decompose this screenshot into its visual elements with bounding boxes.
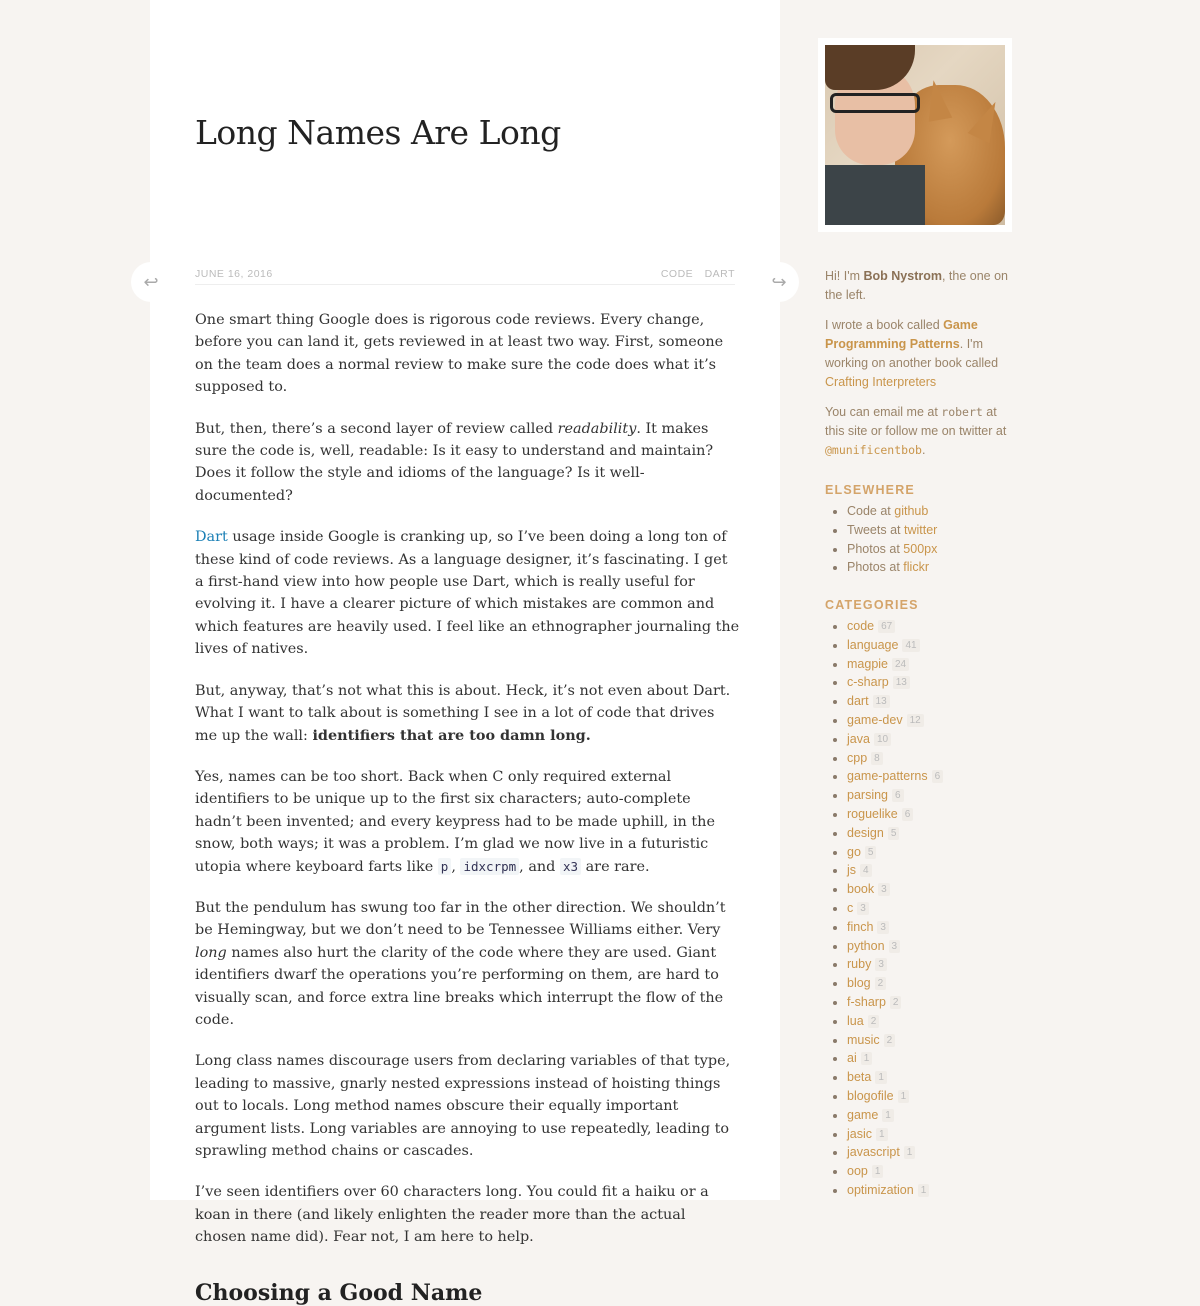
intro-line	[825, 316, 1015, 392]
category-item	[825, 993, 1015, 1012]
intro-text: You can email me at	[825, 405, 942, 419]
category-link[interactable]: java	[847, 731, 870, 746]
portrait-frame	[818, 38, 1012, 232]
paragraph	[195, 309, 740, 399]
category-count-badge: 6	[902, 808, 914, 821]
paragraph	[195, 526, 740, 660]
category-count-badge: 1	[898, 1090, 910, 1103]
return-arrow-left-icon: ↩	[143, 271, 159, 293]
shirt-shape	[825, 165, 925, 225]
paragraph-text: , and	[519, 858, 560, 875]
twitter-link[interactable]: twitter	[903, 522, 938, 537]
category-link[interactable]: game-dev	[847, 712, 903, 727]
category-link[interactable]: code	[847, 619, 875, 633]
500px-link[interactable]: 500px	[903, 541, 938, 556]
category-link[interactable]: optimization	[847, 1182, 914, 1197]
inline-code: x3	[560, 858, 581, 875]
paragraph-text: names also hurt the clarity of the code where they are used. Giant identifiers dwarf the operations you’re performing on them, are hard to visually scan, and force extra line breaks which interrupt the flow of the code.	[195, 944, 724, 1028]
category-count-badge: 3	[877, 921, 889, 934]
strong-text: identifiers that are too damn long.	[312, 726, 591, 744]
intro-line	[825, 403, 1015, 460]
item-prefix: Photos at	[847, 541, 904, 556]
inline-code: idxcrpm	[460, 858, 519, 875]
emphasis: long	[195, 944, 227, 961]
category-link[interactable]: c-sharp	[847, 675, 889, 690]
next-post-button[interactable]	[759, 262, 799, 302]
paragraph-text: But, then, there’s a second layer of review called	[195, 420, 558, 437]
author-portrait	[825, 45, 1005, 225]
paragraph-text: But the pendulum has swung too far in the other direction. We shouldn’t be Hemingway, but we don’t need to be Tennessee Williams either. Very	[195, 899, 726, 939]
categories-heading: CATEGORIES	[825, 598, 919, 612]
elsewhere-section	[825, 481, 1015, 577]
github-link[interactable]: github	[894, 504, 929, 518]
paragraph-text: Long class names discourage users from declaring variables of that type, leading to massive, gnarly nested expressions instead of hoisting things out to locals. Long method names obscure their equally important argument lists. Long variables are annoying to use repeatedly, leading to sprawling method chains or cascades.	[195, 1053, 731, 1159]
category-count-badge: 4	[860, 864, 872, 877]
post-body	[195, 309, 740, 1304]
category-count-badge: 2	[875, 977, 887, 990]
category-item	[825, 692, 1015, 711]
category-count-badge: 12	[907, 714, 924, 727]
email-code: robert	[941, 405, 983, 419]
category-link[interactable]: javascript	[847, 1145, 900, 1160]
intro-text: .	[921, 443, 926, 457]
category-link[interactable]: oop	[847, 1164, 868, 1179]
category-link[interactable]: parsing	[847, 788, 888, 803]
paragraph-text: One smart thing Google does is rigorous code reviews. Every change, before you can land it, gets reviewed in at least two way. First, someone on the team does a normal review to make sure the code does what it’s supposed to.	[195, 312, 724, 396]
categories-section	[825, 596, 1015, 1200]
intro-text: , the one on the left.	[825, 269, 1009, 302]
category-count-badge: 5	[888, 827, 900, 840]
category-link[interactable]: game	[847, 1107, 879, 1122]
tag-link[interactable]: CODE	[660, 268, 694, 280]
elsewhere-item	[825, 521, 1015, 540]
return-arrow-right-icon: ↪	[771, 271, 787, 293]
category-count-badge: 3	[857, 902, 869, 915]
category-item	[825, 918, 1015, 937]
category-count-badge: 67	[878, 620, 895, 633]
category-link[interactable]: ai	[847, 1051, 857, 1066]
item-prefix: Tweets at	[847, 522, 904, 537]
author-intro	[825, 267, 1015, 471]
category-item	[825, 767, 1015, 786]
item-prefix: Photos at	[847, 560, 904, 575]
category-item	[825, 880, 1015, 899]
category-item	[825, 1012, 1015, 1031]
category-count-badge: 41	[902, 639, 919, 652]
intro-text: . I'm working on another book called	[825, 337, 999, 370]
elsewhere-heading: ELSEWHERE	[825, 483, 915, 497]
category-link[interactable]: go	[847, 844, 861, 859]
intro-text: I wrote a book called	[825, 318, 944, 332]
link-text: Game Programming Patterns	[825, 318, 978, 351]
paragraph-text: . It makes sure the code is, well, readable: Is it easy to understand and maintain? Does it follow the style and idioms of the language? Is it well-documented?	[195, 420, 714, 504]
category-count-badge: 6	[932, 770, 944, 783]
category-item	[825, 655, 1015, 674]
post-meta	[195, 268, 735, 285]
category-item	[825, 1143, 1015, 1162]
category-count-badge: 10	[874, 733, 891, 746]
category-item	[825, 1106, 1015, 1125]
category-link[interactable]: design	[847, 825, 884, 840]
category-item	[825, 937, 1015, 956]
category-count-badge: 3	[889, 940, 901, 953]
paragraph-text: usage inside Google is cranking up, so I’ve been doing a long ton of these kind of code reviews. As a language designer, it’s fascinating. I get a first-hand view into how people use Dart, which is really useful for evolving it. I have a clearer picture of which mistakes are common and which features are heavily used. I feel like an ethnographer journaling the lives of natives.	[195, 529, 740, 658]
category-item	[825, 730, 1015, 749]
flickr-link[interactable]: flickr	[903, 560, 929, 575]
paragraph	[195, 680, 740, 747]
emphasis: readability	[557, 420, 637, 437]
category-item	[825, 955, 1015, 974]
post-tags	[653, 268, 735, 280]
elsewhere-list	[825, 502, 1015, 577]
category-item	[825, 1049, 1015, 1068]
elsewhere-item	[825, 502, 1015, 521]
category-link[interactable]: magpie	[847, 656, 888, 671]
category-link[interactable]: language	[847, 637, 899, 652]
crafting-interpreters-link[interactable]: Crafting Interpreters	[825, 375, 937, 389]
previous-post-button[interactable]	[131, 262, 171, 302]
category-link[interactable]: jasic	[847, 1126, 873, 1141]
intro-text: Hi! I'm	[825, 269, 864, 283]
paragraph	[195, 418, 740, 508]
category-link[interactable]: game-patterns	[847, 769, 928, 784]
paragraph-text: But, anyway, that’s not what this is about. Heck, it’s not even about Dart. What I want to talk about is something I see in a lot of code that drives me up the wall:	[195, 682, 731, 744]
category-count-badge: 1	[882, 1109, 894, 1122]
category-item	[825, 1162, 1015, 1181]
category-link[interactable]: cpp	[847, 750, 868, 765]
category-item	[825, 1087, 1015, 1106]
paragraph	[195, 766, 740, 878]
category-link[interactable]: blogofile	[847, 1088, 894, 1103]
category-item	[825, 636, 1015, 655]
category-count-badge: 6	[892, 789, 904, 802]
category-count-badge: 13	[893, 676, 910, 689]
intro-line	[825, 267, 1015, 305]
paragraph-text: I’ve seen identifiers over 60 characters long. You could fit a haiku or a koan in there (and likely enlighten the reader more than the actual chosen name did). Fear not, I am here to help.	[195, 1184, 709, 1246]
category-count-badge: 13	[873, 695, 890, 708]
category-count-badge: 5	[865, 846, 877, 859]
tag-link[interactable]: DART	[704, 268, 735, 280]
category-count-badge: 2	[868, 1015, 880, 1028]
category-count-badge: 1	[904, 1146, 916, 1159]
elsewhere-item	[825, 558, 1015, 577]
category-item	[825, 1031, 1015, 1050]
category-count-badge: 1	[876, 1128, 888, 1141]
link-text: @munificentbob	[825, 443, 922, 457]
category-link[interactable]: c	[847, 900, 854, 915]
category-link[interactable]: blog	[847, 976, 871, 991]
category-link[interactable]: ruby	[847, 957, 872, 972]
category-item	[825, 899, 1015, 918]
category-link[interactable]: python	[847, 938, 885, 953]
category-item	[825, 1068, 1015, 1087]
category-count-badge: 3	[878, 883, 890, 896]
category-count-badge: 1	[918, 1184, 930, 1197]
author-name: Bob Nystrom	[863, 269, 942, 283]
category-link[interactable]: music	[847, 1032, 880, 1047]
categories-list	[825, 617, 1015, 1200]
elsewhere-item	[825, 540, 1015, 559]
twitter-handle-link[interactable]	[825, 443, 922, 457]
category-link[interactable]: finch	[847, 919, 874, 934]
paragraph-text: Yes, names can be too short. Back when C only required external identifiers to be unique up to the first six characters; auto-complete hadn’t been invented; and every keypress had to be made uphill, in the snow, both ways; it was a problem. I’m glad we now live in a futuristic utopia where keyboard farts like	[195, 768, 715, 875]
category-count-badge: 1	[875, 1071, 887, 1084]
category-count-badge: 2	[884, 1034, 896, 1047]
category-item	[825, 824, 1015, 843]
category-count-badge: 1	[861, 1052, 873, 1065]
category-count-badge: 2	[890, 996, 902, 1009]
category-count-badge: 8	[871, 752, 883, 765]
category-count-badge: 3	[875, 958, 887, 971]
category-link[interactable]: js	[847, 863, 857, 878]
section-heading: Choosing a Good Name	[195, 1279, 483, 1306]
category-item	[825, 673, 1015, 692]
category-item	[825, 786, 1015, 805]
paragraph-text: ,	[451, 858, 461, 875]
category-count-badge: 1	[872, 1165, 884, 1178]
category-link[interactable]: dart	[847, 694, 869, 709]
category-link[interactable]: book	[847, 882, 875, 897]
paragraph	[195, 897, 740, 1031]
post-title: Long Names Are Long	[195, 113, 561, 152]
paragraph	[195, 1181, 740, 1248]
category-count-badge: 24	[892, 658, 909, 671]
category-link[interactable]: lua	[847, 1013, 864, 1028]
category-item	[825, 861, 1015, 880]
category-item	[825, 1181, 1015, 1200]
category-item	[825, 843, 1015, 862]
category-item	[825, 749, 1015, 768]
category-item	[825, 617, 1015, 636]
category-item	[825, 805, 1015, 824]
category-item	[825, 711, 1015, 730]
category-link[interactable]: f-sharp	[847, 994, 886, 1009]
category-link[interactable]: beta	[847, 1070, 872, 1085]
item-prefix: Code at	[847, 504, 895, 518]
category-link[interactable]: roguelike	[847, 806, 898, 821]
paragraph	[195, 1050, 740, 1162]
category-item	[825, 974, 1015, 993]
article-column	[150, 0, 780, 1306]
post-date: JUNE 16, 2016	[195, 268, 273, 280]
paragraph-text: are rare.	[581, 858, 650, 875]
inline-code: p	[438, 858, 452, 875]
dart-link[interactable]: Dart	[195, 529, 228, 546]
glasses-shape	[830, 93, 920, 113]
category-item	[825, 1125, 1015, 1144]
intro-text: at this site or follow me on twitter at	[825, 405, 1007, 438]
